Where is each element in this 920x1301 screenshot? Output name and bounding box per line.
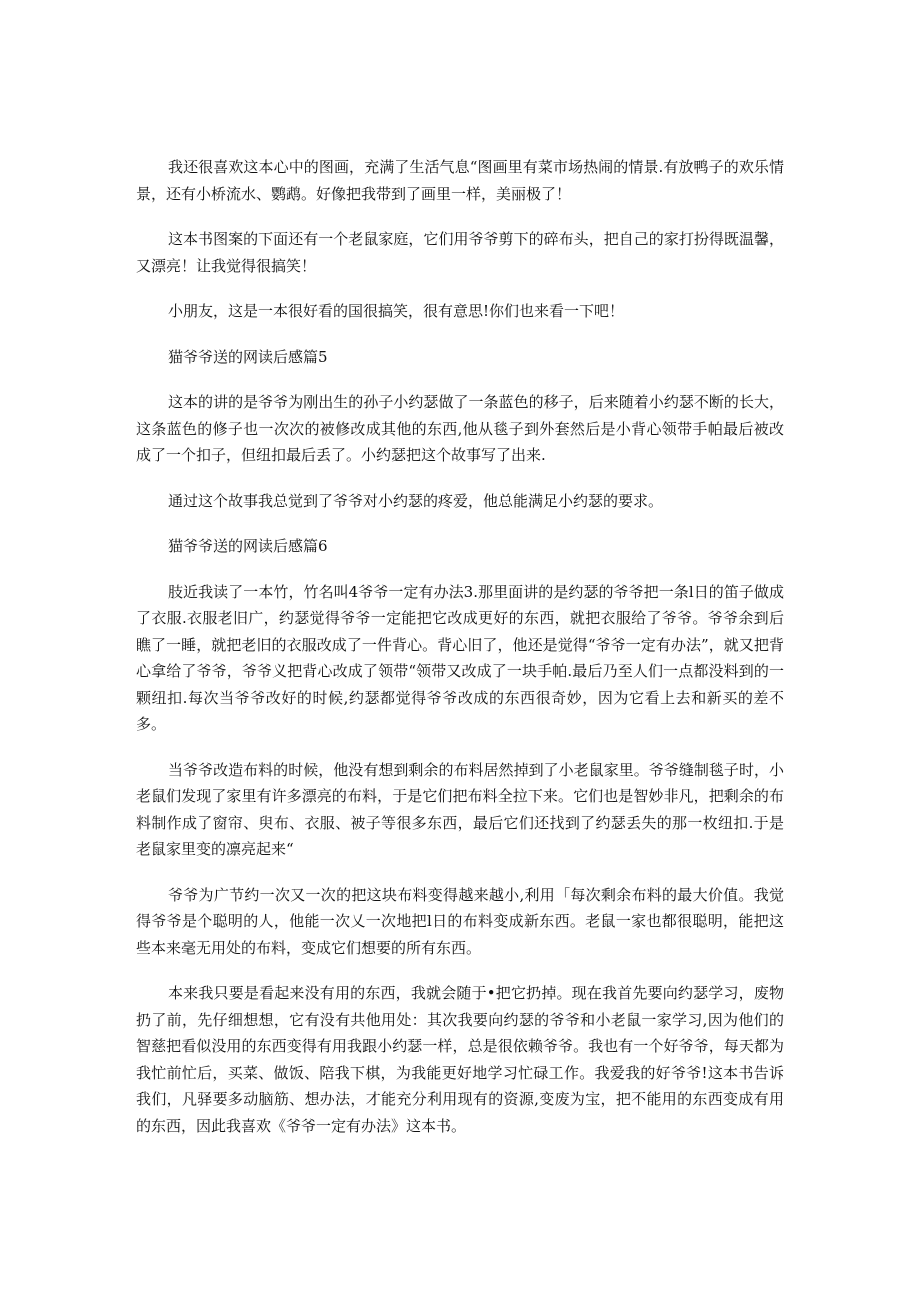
paragraph: 我还很喜欢这本心中的图画，充满了生活气息“图画里有菜市场热闹的情景.有放鸭子的欢乐情景，还有小桥流水、鹦鹉。好像把我带到了画里一样，美丽极了！ bbox=[136, 158, 784, 203]
paragraph: 本来我只要是看起来没有用的东西，我就会随于•把它扔掉。现在我首先要向约瑟学习，废物扔了前，先仔细想想，它有没有共他用处：其次我要向约瑟的爷爷和小老鼠一家学习,因为他们的智慈把看似没用的东西变得有用我跟小约瑟一样，总是很依赖爷爷。我也有一个好爷爷，每天都为我忙前忙后，买菜、做饭、陪我下棋，为我能更好地学习忙碌工作。我爱我的好爷爷!这本书告诉我们，凡驿要多动脑筋、想办法，才能充分利用现有的资源,变废为宝，把不能用的东西变成有用的东西，因此我喜欢《爷爷一定有办法》这本书。 bbox=[136, 984, 784, 1135]
paragraph: 肢近我读了一本竹，竹名叫4爷爷一定有办法3.那里面讲的是约瑟的爷爷把一条l日的笛子做成了衣服.衣服老旧广，约瑟觉得爷爷一定能把它改成更好的东西，就把衣服给了爷爷。爷爷余到后瞧了一睡，就把老旧的衣服改成了一件背心。背心旧了，他还是觉得“爷爷一定有办法”，就又把背心拿给了爷爷，爷爷义把背心改成了领带“领带又改成了一块手帕.最后乃至人们一点都没料到的一颗纽扣.每次当爷爷改好的时候,约瑟都觉得爷爷改成的东西很奇妙，因为它看上去和新买的差不多。 bbox=[136, 582, 784, 733]
paragraph: 这本的讲的是爷爷为刚出生的孙子小约瑟做了一条蓝色的移子，后来随着小约瑟不断的长大，这条蓝色的修子也一次次的被修改成其他的东西,他从毯子到外套然后是小背心领带手帕最后被改成了一个扣子，但纽扣最后丢了。小约瑟把这个故事写了出来. bbox=[136, 393, 784, 464]
paragraph: 爷爷为广节约一次又一次的把这块布料变得越来越小,利用「每次剩余布料的最大价值。我觉得爷爷是个聪明的人，他能一次乂一次地把l日的布料变成新东西。老鼠一家也都很聪明，能把这些本来毫无用处的布料，变成它们想要的所有东西。 bbox=[136, 885, 784, 957]
paragraph: 通过这个故事我总觉到了爷爷对小约瑟的疼爱，他总能满足小约瑟的要求。 bbox=[168, 491, 664, 510]
section-heading: 猫爷爷送的网读后感篇6 bbox=[168, 537, 328, 555]
document-page bbox=[136, 154, 784, 1158]
paragraph: 这本书图案的下面还有一个老鼠家庭，它们用爷爷剪下的碎布头，把自己的家打扮得既温馨，又漂亮！让我觉得很搞笑！ bbox=[136, 230, 784, 275]
section-heading: 猫爷爷送的网读后感篇5 bbox=[168, 347, 328, 366]
paragraph: 小朋友，这是一本很好看的国很搞笑，很有意思!你们也来看一下吧！ bbox=[168, 302, 625, 320]
paragraph: 当爷爷改造布料的时候，他没有想到剩余的布料居然掉到了小老鼠家里。爷爷缝制毯子时，小老鼠们发现了家里有许多漂亮的布料，于是它们把布料全拉下来。它们也是智妙非凡，把剩余的布料制作成了窗帘、臾布、衣服、被子等很多东西，最后它们还找到了约瑟丢失的那一枚纽扣.于是老鼠家里变的凛亮起来“ bbox=[136, 760, 784, 858]
